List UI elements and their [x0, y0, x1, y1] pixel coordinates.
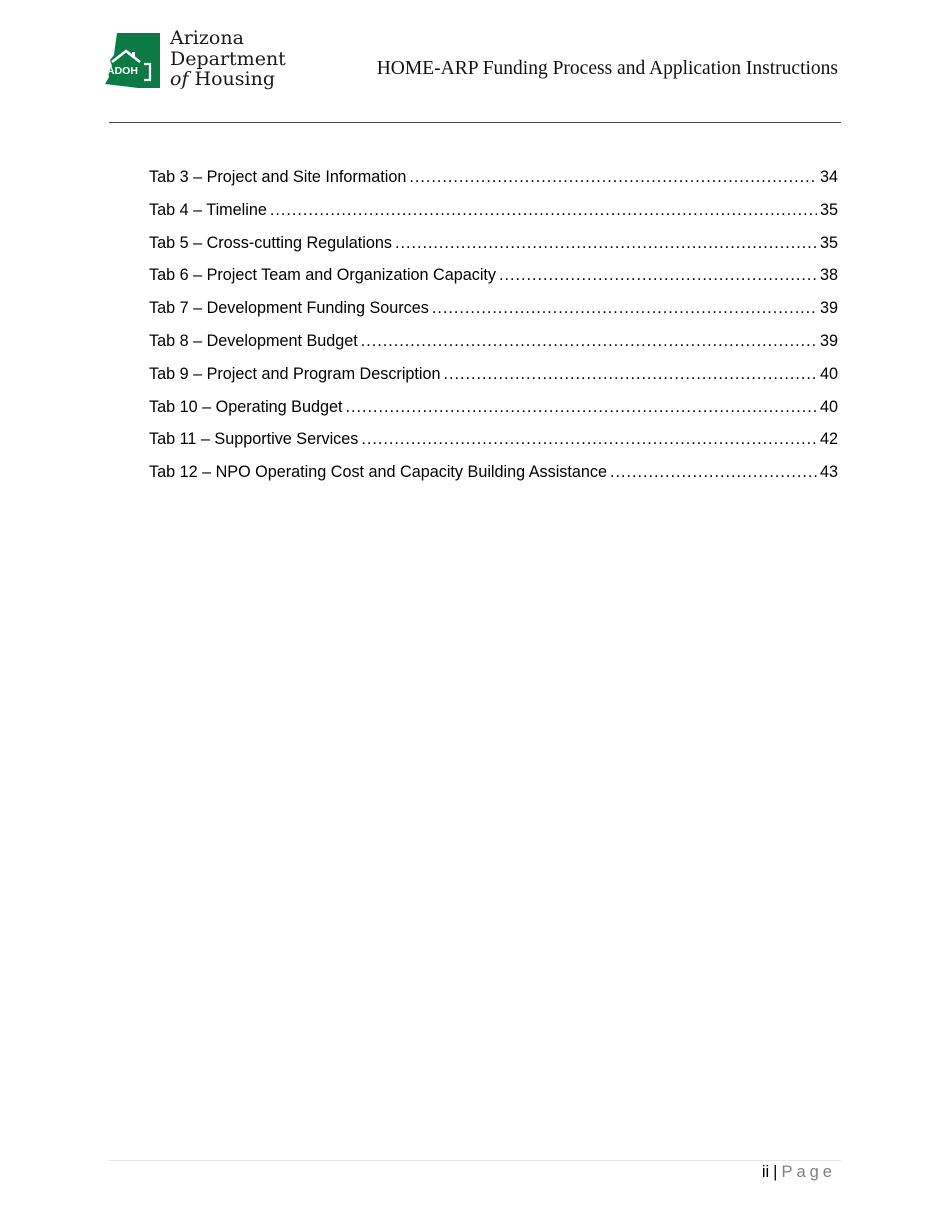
toc-entry[interactable] [149, 332, 838, 365]
toc-entry-page: 34 [819, 168, 838, 186]
toc-entry-label: Tab 4 – Timeline [149, 200, 267, 219]
toc-dot-leader [270, 201, 817, 220]
toc-entry-label: Tab 11 – Supportive Services [149, 430, 359, 449]
footer-divider [109, 1160, 841, 1161]
footer-separator: | [773, 1163, 778, 1181]
arizona-state-house-icon [104, 30, 162, 90]
toc-entry-label: Tab 6 – Project Team and Organization Capacity [149, 266, 497, 285]
toc-entry-label: Tab 8 – Development Budget [149, 331, 358, 350]
toc-dot-leader [395, 234, 817, 253]
toc-entry-label: Tab 9 – Project and Program Description [149, 364, 441, 383]
toc-entry-page: 38 [819, 266, 838, 285]
toc-dot-leader [444, 365, 817, 384]
page-label: Page [781, 1163, 836, 1181]
toc-dot-leader [361, 332, 817, 351]
toc-entry-label: Tab 3 – Project and Site Information [149, 168, 407, 186]
toc-entry[interactable] [149, 168, 838, 201]
document-title: HOME-ARP Funding Process and Application Instructions [376, 58, 838, 79]
toc-entry-label: Tab 10 – Operating Budget [149, 397, 343, 416]
toc-entry[interactable] [149, 266, 838, 299]
toc-entry[interactable] [149, 299, 838, 332]
toc-dot-leader [409, 168, 817, 187]
toc-entry[interactable] [149, 234, 838, 267]
page-footer [762, 1163, 836, 1182]
table-of-contents [149, 168, 838, 496]
logo-word-housing: Housing [194, 68, 276, 90]
toc-entry-page: 40 [819, 397, 838, 416]
toc-entry-page: 39 [819, 299, 838, 318]
logo-line-arizona: Arizona [170, 27, 244, 49]
toc-entry[interactable] [149, 365, 838, 398]
toc-dot-leader [346, 398, 817, 417]
toc-dot-leader [432, 299, 817, 318]
page-number: ii [761, 1163, 770, 1181]
toc-entry-page: 35 [819, 233, 838, 252]
logo-line-housing [170, 69, 286, 90]
toc-dot-leader [361, 430, 817, 449]
logo-word-of: of [170, 68, 189, 90]
page-header [0, 0, 950, 124]
adoh-logo [104, 27, 286, 94]
toc-entry[interactable] [149, 463, 838, 496]
logo-line-department: Department [170, 47, 286, 70]
toc-entry-page: 42 [819, 430, 838, 449]
toc-entry-label: Tab 5 – Cross-cutting Regulations [149, 233, 392, 252]
toc-entry-label: Tab 7 – Development Funding Sources [149, 299, 429, 318]
toc-entry[interactable] [149, 430, 838, 463]
header-divider [109, 122, 841, 123]
toc-entry-page: 35 [819, 200, 838, 219]
toc-entry-page: 43 [819, 463, 838, 482]
logo-wordmark [170, 28, 286, 90]
toc-entry-page: 39 [819, 331, 838, 350]
toc-entry[interactable] [149, 201, 838, 234]
logo-badge-text: ADOH [107, 65, 138, 77]
toc-dot-leader [499, 266, 817, 285]
toc-dot-leader [610, 463, 817, 482]
toc-entry-label: Tab 12 – NPO Operating Cost and Capacity Building Assistance [149, 463, 607, 482]
toc-entry-page: 40 [819, 364, 838, 383]
toc-entry[interactable] [149, 398, 838, 431]
